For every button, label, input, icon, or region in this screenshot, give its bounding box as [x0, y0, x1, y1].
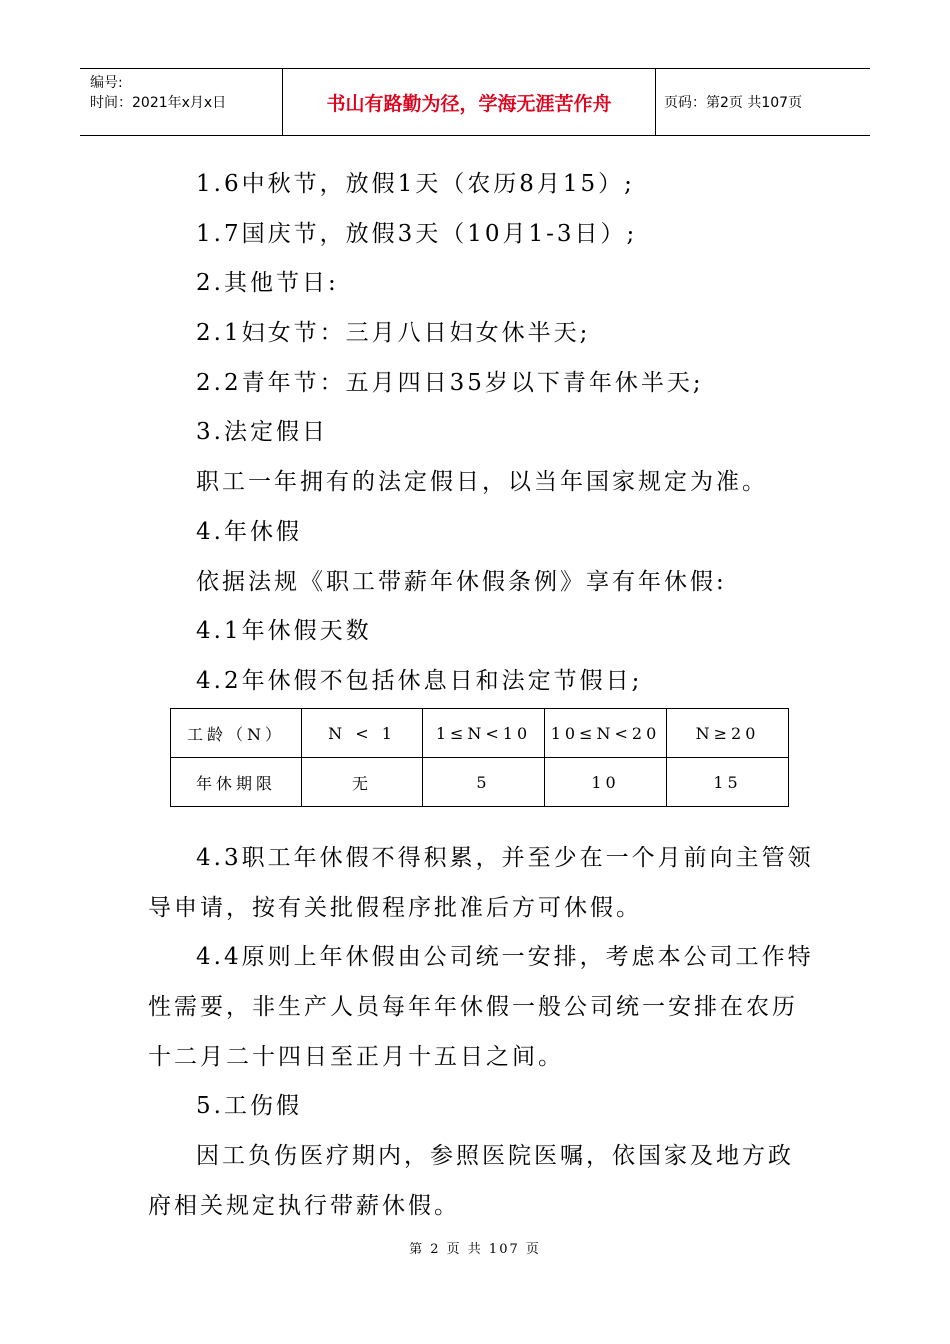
- paragraph-line: 依据法规《职工带薪年休假条例》享有年休假:: [196, 568, 727, 595]
- page-header: [80, 68, 870, 136]
- annual-leave-table: [170, 708, 789, 807]
- paragraph-line: 1.6中秋节，放假1天（农历8月15）;: [196, 171, 635, 197]
- paragraph-line: 导申请，按有关批假程序批准后方可休假。: [148, 894, 642, 921]
- table-cell: 5: [423, 758, 545, 807]
- paragraph-line: 府相关规定执行带薪休假。: [148, 1192, 460, 1219]
- document-body: [148, 160, 808, 707]
- table-cell: 年休期限: [171, 758, 302, 807]
- paragraph-line: 4.3职工年休假不得积累，并至少在一个月前向主管领: [196, 845, 814, 871]
- paragraph-line: 4.4原则上年休假由公司统一安排，考虑本公司工作特: [196, 944, 814, 971]
- paragraph-line: 1.7国庆节，放假3天（10月1-3日）;: [196, 220, 638, 247]
- paragraph-line: 4.2年休假不包括休息日和法定节假日;: [196, 667, 643, 694]
- paragraph-line: 5.工伤假: [196, 1093, 302, 1120]
- table-row: [171, 758, 789, 807]
- paragraph-line: 因工负伤医疗期内，参照医院医嘱，依国家及地方政: [196, 1143, 794, 1170]
- table-cell: N < 1: [302, 709, 423, 758]
- paragraph-line: 十二月二十四日至正月十五日之间。: [148, 1043, 564, 1070]
- table-cell: 1≤N<10: [423, 709, 545, 758]
- paragraph-line: 职工一年拥有的法定假日，以当年国家规定为准。: [196, 469, 768, 496]
- table-cell: 工龄（N）: [171, 709, 302, 758]
- table-cell: 15: [667, 758, 789, 807]
- header-time-label: 时间：2021年x月x日: [90, 95, 227, 111]
- document-body-continued: [148, 834, 814, 1232]
- paragraph-line: 4.年休假: [196, 518, 302, 545]
- page-footer: 第 2 页 共 107 页: [409, 1242, 541, 1257]
- header-page-info: 页码：第2页 共107页: [664, 95, 803, 111]
- table-cell: 10≤N<20: [545, 709, 667, 758]
- header-number-label: 编号:: [90, 75, 123, 91]
- table-cell: N≥20: [667, 709, 789, 758]
- table-cell: 无: [302, 758, 423, 807]
- paragraph-line: 4.1年休假天数: [196, 618, 372, 645]
- table-row: [171, 709, 789, 758]
- paragraph-line: 2.2青年节：五月四日35岁以下青年休半天;: [196, 369, 704, 396]
- header-meta: [80, 69, 282, 135]
- paragraph-line: 3.法定假日: [196, 419, 328, 446]
- header-motto: 书山有路勤为径，学海无涯苦作舟: [282, 69, 656, 135]
- paragraph-line: 性需要，非生产人员每年年休假一般公司统一安排在农历: [148, 994, 798, 1021]
- paragraph-line: 2.其他节日:: [196, 270, 339, 297]
- table-cell: 10: [545, 758, 667, 807]
- paragraph-line: 2.1妇女节：三月八日妇女休半天;: [196, 320, 591, 347]
